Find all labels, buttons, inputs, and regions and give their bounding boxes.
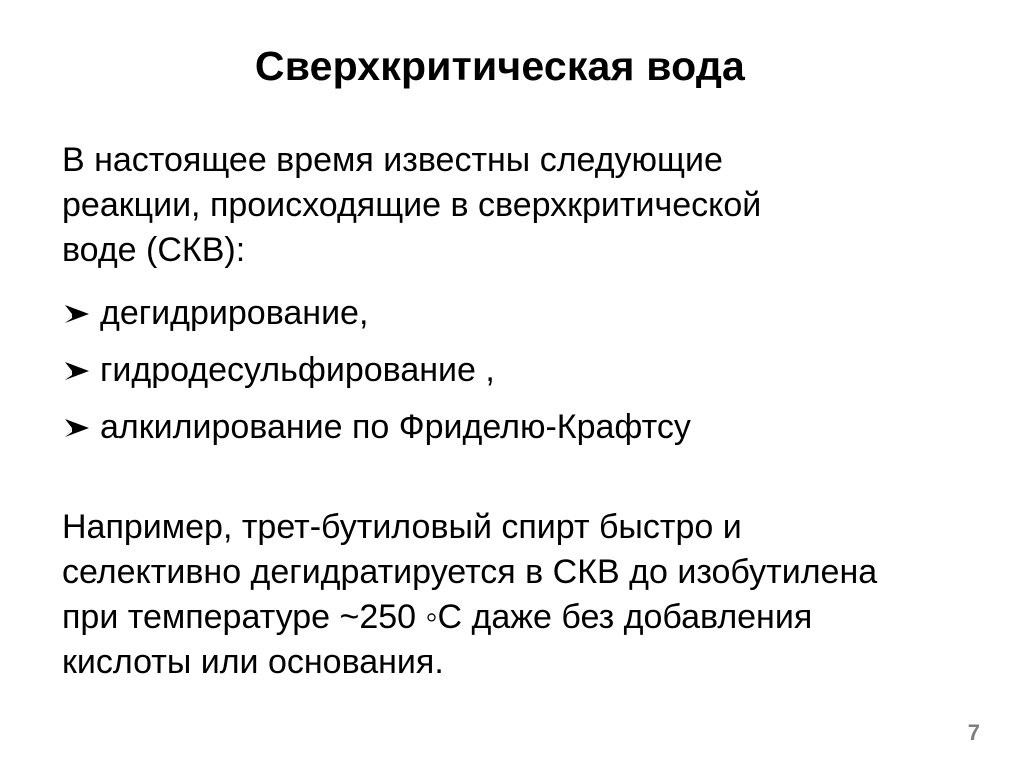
example-line: селективно дегидратируется в СКВ до изобутилена (62, 553, 878, 591)
reaction-text: гидродесульфирование , (100, 351, 495, 389)
example-paragraph (62, 505, 962, 685)
reaction-text: алкилирование по Фриделю-Крафтсу (100, 408, 691, 446)
reaction-list-item (62, 342, 962, 399)
example-line: Например, трет-бутиловый спирт быстро и (62, 508, 742, 546)
example-line: кислоты или основания. (62, 643, 444, 681)
page-number: 7 (967, 720, 980, 745)
intro-line: воде (СКВ): (62, 231, 246, 269)
reaction-list-item (62, 399, 962, 456)
reaction-text: дегидрирование, (100, 294, 369, 332)
arrowhead-bullet-icon (62, 356, 92, 386)
intro-line: реакции, происходящие в сверхкритической (62, 186, 762, 224)
arrowhead-bullet-icon (62, 299, 92, 329)
reaction-list-item (62, 285, 962, 342)
reaction-list (62, 285, 962, 456)
example-line: при температуре ~250 ◦С даже без добавления (62, 598, 813, 636)
arrowhead-bullet-icon (62, 413, 92, 443)
slide-title: Сверхкритическая вода (254, 43, 746, 89)
intro-paragraph (62, 138, 942, 273)
intro-line: В настоящее время известны следующие (62, 141, 723, 179)
